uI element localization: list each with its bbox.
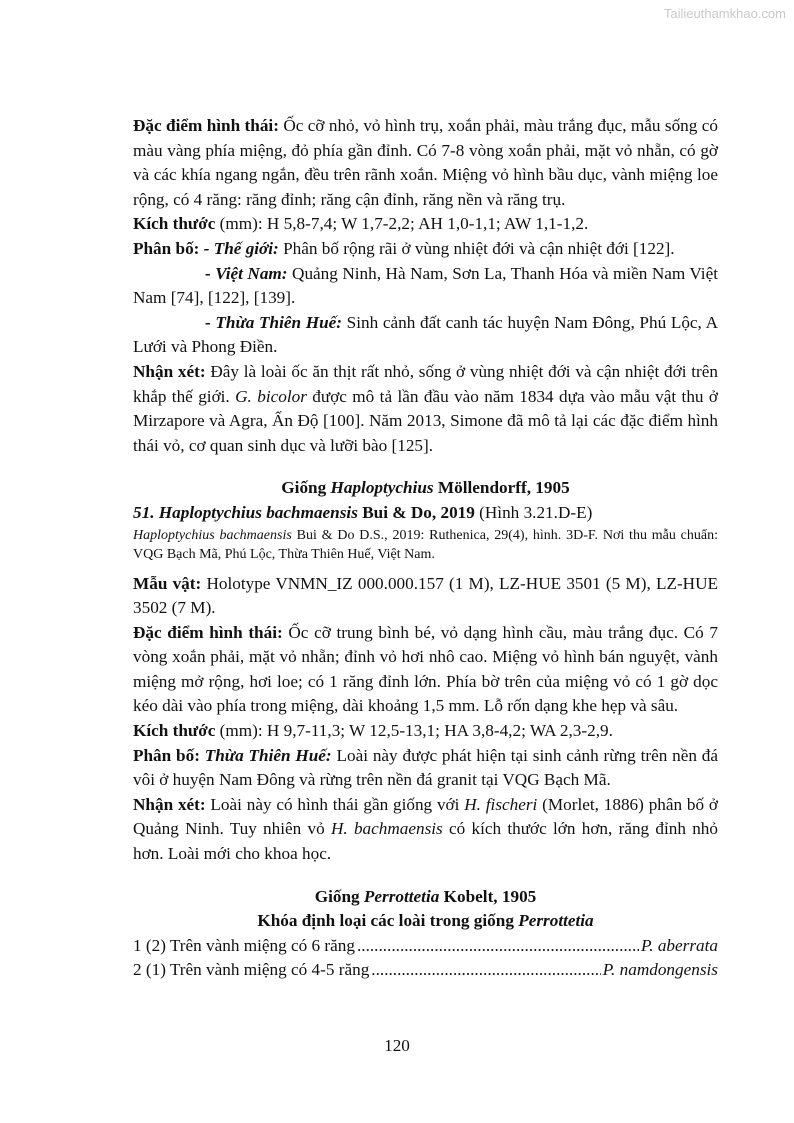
remarks-label-51: Nhận xét: [133, 794, 206, 814]
remarks-51-species-1: H. fischeri [464, 794, 538, 814]
remarks-paragraph [133, 360, 718, 458]
key-row-1 [133, 934, 718, 959]
species-author: Bui & Do, 2019 [357, 502, 475, 522]
vietnam-label: - Việt Nam: [205, 263, 288, 283]
size-label-51: Kích thước [133, 721, 216, 741]
specimen-text: Holotype VNMN_IZ 000.000.157 (1 M), LZ-HUE 3501 (5 M), LZ-HUE 3502 (7 M). [133, 573, 718, 618]
specimen-label: Mẫu vật: [133, 573, 202, 593]
world-label: - Thế giới: [199, 238, 279, 258]
tth-label-51: Thừa Thiên Huế: [199, 745, 332, 765]
size-text: (mm): H 5,8-7,4; W 1,7-2,2; AH 1,0-1,1; AW 1,1-1,2. [215, 214, 589, 234]
genus-author: Möllendorff, 1905 [433, 478, 570, 498]
remarks-51-text-2: (Morlet, 1886) phân bố ở Quảng Ninh. Tuy nhiên vỏ [133, 794, 719, 839]
genus-prefix: Giống [281, 478, 331, 498]
key-title-prefix: Khóa định loại các loài trong giống [257, 911, 519, 931]
species-figure: (Hình 3.21.D-E) [474, 502, 593, 522]
tth-text-51: Loài này được phát hiện tại sinh cảnh rừng trên nền đá vôi ở huyện Nam Đông và rừng trên nền đá granit tại VQG Bạch Mã. [133, 745, 719, 790]
reference-text: Bui & Do D.S., 2019: Ruthenica, 29(4), hình. 3D-F. Nơi thu mẫu chuẩn: VQG Bạch Mã, Phú Lộc, Thừa Thiên Huế, Việt Nam. [133, 527, 718, 562]
key-row-2-dots [371, 958, 600, 983]
remarks-species: G. bicolor [235, 386, 307, 406]
key-row-2-lead: 2 (1) Trên vành miệng có 4-5 răng [133, 960, 370, 980]
remarks-51-text-1: Loài này có hình thái gần giống với [205, 794, 465, 814]
distribution-paragraph-51 [133, 744, 718, 793]
species-heading [133, 501, 718, 526]
morphology-label-51: Đặc điểm hình thái: [133, 622, 283, 642]
distribution-tth [133, 311, 718, 360]
vietnam-text: Quảng Ninh, Hà Nam, Sơn La, Thanh Hóa và miền Nam Việt Nam [74], [122], [139]. [133, 263, 718, 308]
key-row-2 [133, 958, 718, 983]
morphology-paragraph-51 [133, 621, 718, 719]
genus2-name: Perrottetia [363, 886, 440, 906]
species-number: 51. [133, 502, 159, 522]
reference-name: Haploptychius bachmaensis [133, 527, 292, 543]
remarks-text-2: được mô tả lần đầu vào năm 1834 dựa vào mẫu vật thu ở Mirzapore và Agra, Ấn Độ [100]. Năm 2013, Simone đã mô tả lại các đặc điểm hình thái vỏ, cơ quan sinh dục và lưỡi bào [125]. [133, 386, 719, 455]
size-paragraph-51 [133, 719, 718, 744]
species-name: Haploptychius bachmaensis [158, 502, 358, 522]
morphology-text-51: Ốc cỡ trung bình bé, vỏ dạng hình cầu, màu trắng đục. Có 7 vòng xoắn phải, mặt vỏ nhẵn; đỉnh vỏ hơi nhô cao. Miệng vỏ hình bán nguyệt, vành miệng mở rộng, hơi loe; có 1 răng đỉnh lớn. Phía bờ trên của miệng vỏ có 1 gờ dọc kéo dài vào phía trong miệng, dài khoảng 1,5 mm. Lỗ rốn dạng khe hẹp và sâu. [133, 622, 718, 716]
morphology-text: Ốc cỡ nhỏ, vỏ hình trụ, xoắn phải, màu trắng đục, mẫu sống có màu vàng phía miệng, đỏ phía gần đỉnh. Có 7-8 vòng xoắn phải, mặt vỏ nhẵn, có gờ và các khía ngang ngắn, đều trên rãnh xoắn. Miệng vỏ hình bầu dục, vành miệng loe rộng, có 4 răng: răng đỉnh; răng cận đỉnh, răng nền và răng trụ. [133, 116, 718, 209]
page-content [133, 114, 718, 983]
remarks-label: Nhận xét: [133, 361, 206, 381]
size-paragraph [133, 212, 718, 237]
morphology-label: Đặc điểm hình thái: [133, 116, 279, 135]
genus-name: Haploptychius [330, 478, 434, 498]
specimen-paragraph [133, 572, 718, 621]
morphology-paragraph [133, 114, 718, 212]
genus-heading-haploptychius [133, 476, 718, 501]
remarks-51-species-2: H. bachmaensis [330, 819, 443, 839]
tth-label: - Thừa Thiên Huế: [205, 312, 342, 332]
key-title [133, 909, 718, 934]
key-row-1-taxon: P. aberrata [640, 935, 718, 955]
watermark: Tailieuthamkhao.com [663, 6, 786, 21]
remarks-paragraph-51 [133, 793, 718, 867]
key-row-2-taxon: P. namdongensis [602, 960, 718, 980]
distribution-vietnam [133, 262, 718, 311]
distribution-label: Phân bố: [133, 238, 200, 258]
species-reference [133, 526, 718, 564]
size-label: Kích thước [133, 214, 216, 234]
world-text: Phân bố rộng rãi ở vùng nhiệt đới và cận nhiệt đới [122]. [278, 238, 675, 258]
key-row-1-lead: 1 (2) Trên vành miệng có 6 răng [133, 935, 355, 955]
tth-text: Sinh cảnh đất canh tác huyện Nam Đông, Phú Lộc, A Lưới và Phong Điền. [133, 312, 718, 357]
size-text-51: (mm): H 9,7-11,3; W 12,5-13,1; HA 3,8-4,2; WA 2,3-2,9. [215, 721, 613, 741]
remarks-51-text-3: có kích thước lớn hơn, răng đỉnh nhỏ hơn. Loài mới cho khoa học. [133, 819, 718, 864]
distribution-world [133, 237, 718, 262]
remarks-text-1: Đây là loài ốc ăn thịt rất nhỏ, sống ở vùng nhiệt đới và cận nhiệt đới trên khắp thế giới. [133, 361, 718, 406]
genus2-author: Kobelt, 1905 [439, 886, 537, 906]
page-number: 120 [384, 1036, 410, 1055]
distribution-label-51: Phân bố: [133, 745, 200, 765]
genus2-prefix: Giống [314, 886, 364, 906]
genus-heading-perrottetia [133, 885, 718, 910]
key-row-1-dots [357, 934, 639, 959]
key-title-name: Perrottetia [518, 911, 594, 931]
